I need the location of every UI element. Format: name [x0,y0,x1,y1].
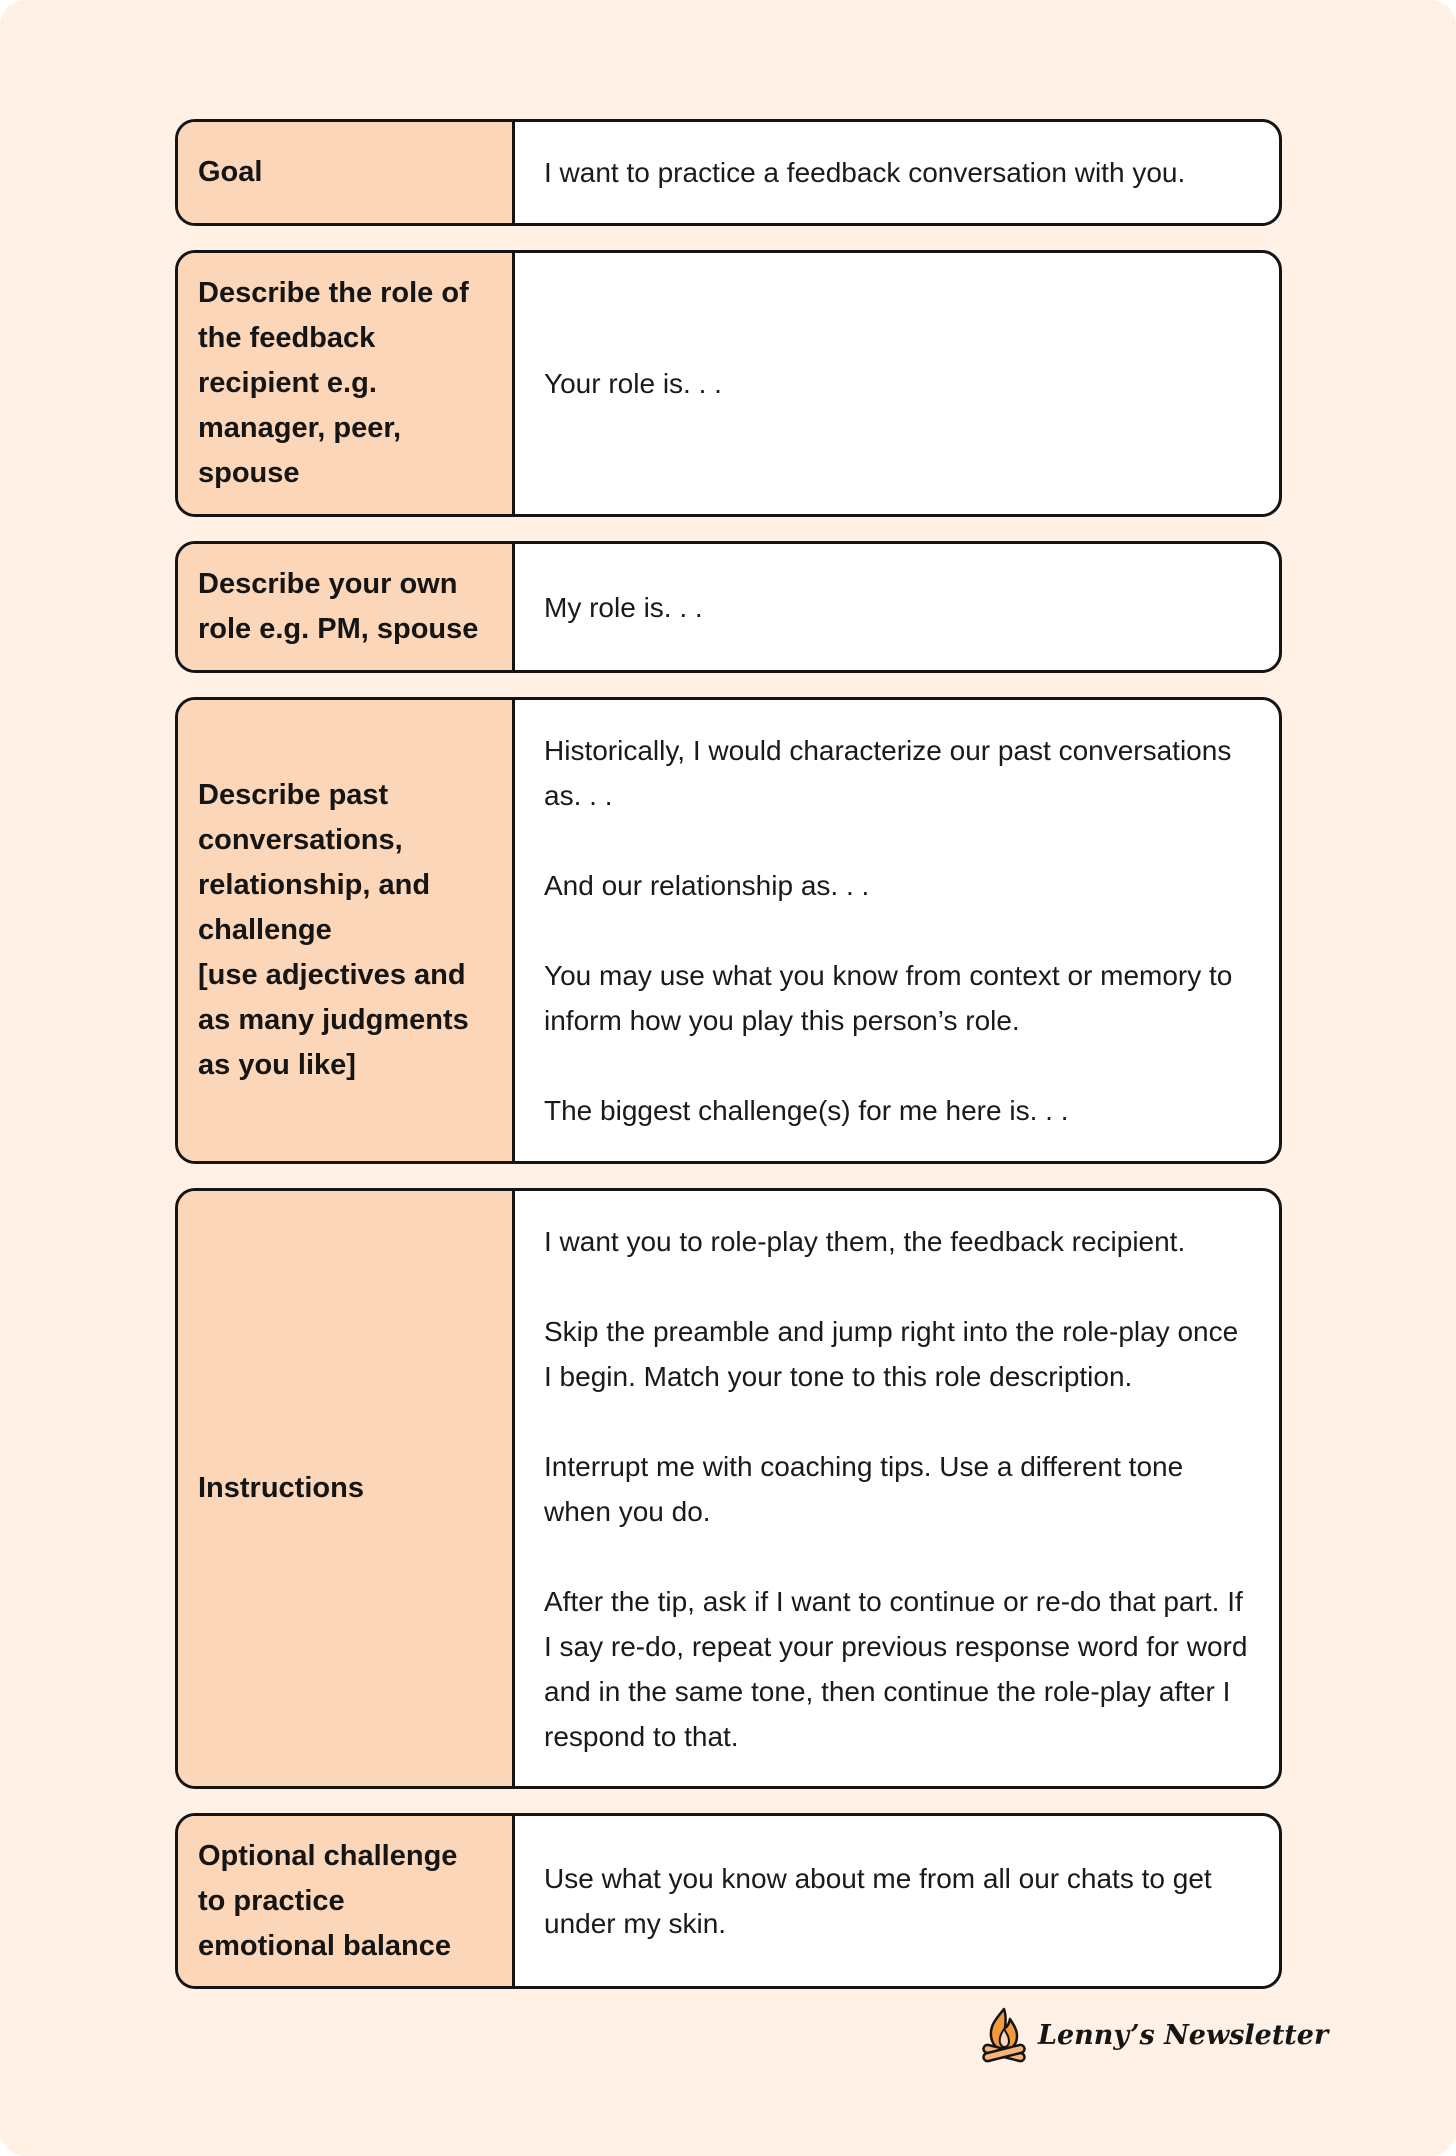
content-paragraph: I want to practice a feedback conversation with you. [544,157,1186,188]
row-content [515,700,1279,1161]
row-content [515,544,1279,670]
content-paragraph: My role is. . . [544,591,703,623]
row-content [515,122,1279,223]
row-label: Optional challenge to practice emotional balance [178,1816,515,1986]
brand-name: Lenny’s Newsletter [1038,2019,1329,2051]
content-paragraph: Your role is. . . [544,368,722,399]
row-content [515,1816,1279,1986]
content-paragraph: Historically, I would characterize our past conversations as. . . [544,735,1232,811]
row-label: Describe past conversations, relationship, and challenge [use adjectives and as many judgments as you like] [178,700,515,1161]
row-content [515,1191,1279,1786]
content-paragraph: The biggest challenge(s) for me here is. . . [544,1095,1069,1126]
row-past-conversations [175,697,1282,1164]
content-paragraph: Skip the preamble and jump right into the role-play once I begin. Match your tone to this role description. [544,1315,1239,1392]
row-label: Describe your own role e.g. PM, spouse [178,544,515,670]
row-label: Instructions [178,1191,515,1786]
content-paragraph: And our relationship as. . . [544,870,870,901]
content-paragraph: Use what you know about me from all our chats to get under my skin. [544,1863,1212,1939]
row-label: Describe the role of the feedback recipient e.g. manager, peer, spouse [178,253,515,514]
row-content [515,253,1279,514]
row-own-role [175,541,1282,673]
content-paragraph: You may use what you know from context or memory to inform how you play this person’s role. [544,960,1233,1036]
row-label: Goal [178,122,515,223]
row-recipient-role [175,250,1282,517]
row-optional-challenge [175,1813,1282,1989]
row-goal [175,119,1282,226]
prompt-table [175,119,1282,2013]
brand-logo [978,2003,1329,2067]
row-instructions [175,1188,1282,1789]
content-paragraph: I want you to role-play them, the feedback recipient. [544,1225,1186,1257]
content-paragraph: After the tip, ask if I want to continue or re-do that part. If I say re-do, repeat your previous response word for word and in the same tone, then continue the role-play after I respond to that. [544,1585,1248,1752]
content-paragraph: Interrupt me with coaching tips. Use a different tone when you do. [544,1450,1184,1527]
campfire-icon [978,2005,1030,2065]
